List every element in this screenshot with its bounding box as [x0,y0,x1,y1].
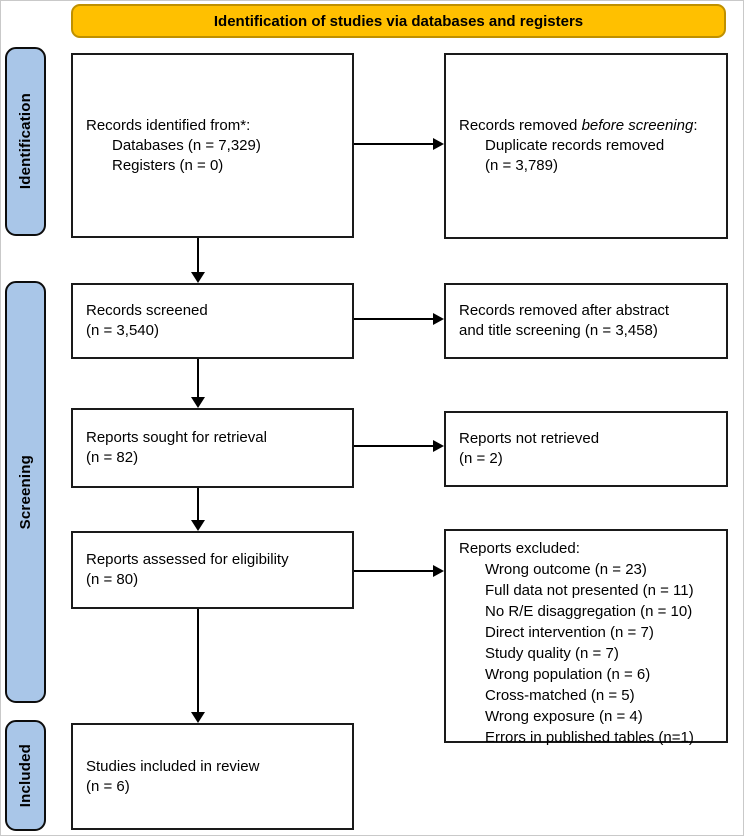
records-screened-line2: (n = 3,540) [86,322,159,339]
box-records-removed-before-screening [444,53,728,239]
reports-not-retrieved-line1: Reports not retrieved [459,430,600,447]
stage-bar-included [5,720,46,831]
reports-excluded-title: Reports excluded: [459,540,580,557]
excluded-wrong-outcome: Wrong outcome (n = 23) [485,561,647,578]
banner-title: Identification of studies via databases and registers [71,4,726,38]
reports-assessed-line2: (n = 80) [86,571,139,588]
records-identified-databases: Databases (n = 7,329) [112,136,261,154]
records-removed-after-line2: and title screening (n = 3,458) [459,322,658,339]
excluded-wrong-population: Wrong population (n = 6) [485,666,651,683]
reports-sought-line2: (n = 82) [86,449,139,466]
reports-sought-line1: Reports sought for retrieval [86,429,267,446]
excluded-full-data: Full data not presented (n = 11) [485,582,694,599]
box-records-removed-after [444,283,728,359]
excluded-cross-matched: Cross-matched (n = 5) [485,687,635,704]
reports-assessed-line1: Reports assessed for eligibility [86,551,289,568]
box-studies-included [71,723,354,830]
studies-included-line1: Studies included in review [86,757,260,775]
stage-bar-screening [5,281,46,703]
records-removed-before-title: Records removed before screening: [459,117,698,134]
duplicates-removed-line2: (n = 3,789) [485,157,558,174]
box-reports-not-retrieved [444,411,728,487]
stage-label-included: Included [17,743,34,808]
records-identified-title: Records identified from*: [86,116,251,134]
box-reports-assessed [71,531,354,609]
excluded-wrong-exposure: Wrong exposure (n = 4) [485,708,643,725]
excluded-no-re-disaggregation: No R/E disaggregation (n = 10) [485,603,693,620]
box-reports-excluded [444,529,728,746]
excluded-study-quality: Study quality (n = 7) [485,645,619,662]
records-identified-registers: Registers (n = 0) [112,156,224,174]
box-records-identified [71,53,354,238]
excluded-errors-tables: Errors in published tables (n=1) [485,729,694,746]
studies-included-line2: (n = 6) [86,777,130,795]
records-removed-after-line1: Records removed after abstract [459,302,670,319]
stage-label-screening: Screening [17,454,34,530]
excluded-direct-intervention: Direct intervention (n = 7) [485,624,654,641]
reports-not-retrieved-line2: (n = 2) [459,450,503,467]
duplicates-removed-line1: Duplicate records removed [485,137,665,154]
box-reports-sought [71,408,354,488]
box-records-screened [71,283,354,359]
records-screened-line1: Records screened [86,302,208,319]
stage-bar-identification [5,47,46,236]
stage-label-identification: Identification [17,93,34,190]
